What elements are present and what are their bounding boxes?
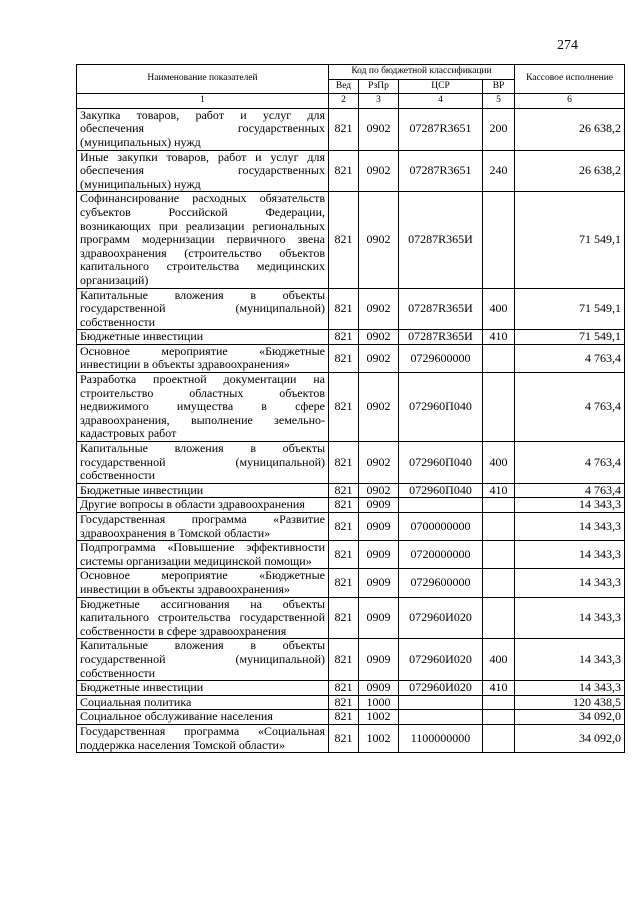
row-name-cell: Бюджетные инвестиции: [77, 330, 329, 345]
row-ved-cell: 821: [329, 639, 359, 681]
table-row: [77, 724, 625, 752]
row-ved-cell: 821: [329, 513, 359, 541]
row-name-cell: Социальное обслуживание населения: [77, 710, 329, 725]
row-ved-cell: 821: [329, 373, 359, 442]
header-ved: Вед: [329, 79, 359, 94]
row-name-cell: Бюджетные инвестиции: [77, 681, 329, 696]
row-amount-cell: 14 343,3: [515, 513, 625, 541]
row-rzpr-cell: 0902: [359, 483, 399, 498]
row-vr-cell: 410: [483, 681, 515, 696]
row-rzpr-cell: 1002: [359, 724, 399, 752]
row-vr-cell: [483, 498, 515, 513]
row-csr-cell: 072960П040: [399, 483, 483, 498]
table-row: [77, 288, 625, 330]
row-name-cell: Иные закупки товаров, работ и услуг для обеспечения государственных (муниципальных) нужд: [77, 150, 329, 192]
row-amount-cell: 34 092,0: [515, 710, 625, 725]
row-csr-cell: 072960П040: [399, 442, 483, 484]
row-name-cell: Основное мероприятие «Бюджетные инвестиции в объекты здравоохранения»: [77, 569, 329, 597]
row-vr-cell: [483, 695, 515, 710]
row-vr-cell: 410: [483, 330, 515, 345]
table-row: [77, 442, 625, 484]
row-vr-cell: [483, 344, 515, 372]
row-ved-cell: 821: [329, 724, 359, 752]
header-col-number: 3: [359, 94, 399, 109]
row-ved-cell: 821: [329, 569, 359, 597]
row-name-cell: Софинансирование расходных обязательств субъектов Российской Федерации, возникающих при реализации региональных программ модернизации первичного звена здравоохранения (строительство объектов капитального строительства медицинских организаций): [77, 192, 329, 288]
row-amount-cell: 14 343,3: [515, 639, 625, 681]
row-ved-cell: 821: [329, 681, 359, 696]
row-amount-cell: 4 763,4: [515, 344, 625, 372]
row-name-cell: Другие вопросы в области здравоохранения: [77, 498, 329, 513]
row-csr-cell: 0720000000: [399, 541, 483, 569]
row-ved-cell: 821: [329, 483, 359, 498]
row-name-cell: Капитальные вложения в объекты государственной (муниципальной) собственности: [77, 639, 329, 681]
row-vr-cell: 200: [483, 108, 515, 150]
row-vr-cell: [483, 373, 515, 442]
row-name-cell: Разработка проектной документации на строительство областных объектов недвижимого имущества в сфере здравоохранения, выполнение земельно-кадастровых работ: [77, 373, 329, 442]
row-amount-cell: 14 343,3: [515, 498, 625, 513]
row-vr-cell: 240: [483, 150, 515, 192]
row-csr-cell: 07287R365И: [399, 192, 483, 288]
row-name-cell: Государственная программа «Социальная поддержка населения Томской области»: [77, 724, 329, 752]
table-row: [77, 681, 625, 696]
row-amount-cell: 26 638,2: [515, 108, 625, 150]
table-row: [77, 108, 625, 150]
row-csr-cell: [399, 710, 483, 725]
table-row: [77, 330, 625, 345]
row-amount-cell: 14 343,3: [515, 541, 625, 569]
row-amount-cell: 71 549,1: [515, 192, 625, 288]
row-rzpr-cell: 1000: [359, 695, 399, 710]
row-amount-cell: 71 549,1: [515, 330, 625, 345]
row-csr-cell: 072960И020: [399, 681, 483, 696]
row-amount-cell: 34 092,0: [515, 724, 625, 752]
header-name: Наименование показателей: [77, 65, 329, 94]
table-row: [77, 695, 625, 710]
row-rzpr-cell: 0902: [359, 442, 399, 484]
table-row: [77, 597, 625, 639]
row-name-cell: Капитальные вложения в объекты государственной (муниципальной) собственности: [77, 442, 329, 484]
row-rzpr-cell: 0909: [359, 597, 399, 639]
header-csr: ЦСР: [399, 79, 483, 94]
row-csr-cell: 07287R365И: [399, 330, 483, 345]
row-csr-cell: 072960И020: [399, 639, 483, 681]
row-csr-cell: 07287R365И: [399, 288, 483, 330]
row-vr-cell: [483, 724, 515, 752]
row-ved-cell: 821: [329, 192, 359, 288]
row-amount-cell: 4 763,4: [515, 442, 625, 484]
row-vr-cell: [483, 710, 515, 725]
row-ved-cell: 821: [329, 695, 359, 710]
row-amount-cell: 26 638,2: [515, 150, 625, 192]
row-csr-cell: [399, 695, 483, 710]
row-vr-cell: [483, 192, 515, 288]
row-name-cell: Государственная программа «Развитие здравоохранения в Томской области»: [77, 513, 329, 541]
row-vr-cell: 400: [483, 639, 515, 681]
table-row: [77, 150, 625, 192]
row-csr-cell: 1100000000: [399, 724, 483, 752]
row-rzpr-cell: 0902: [359, 108, 399, 150]
row-rzpr-cell: 0902: [359, 150, 399, 192]
row-rzpr-cell: 0909: [359, 569, 399, 597]
row-name-cell: Бюджетные инвестиции: [77, 483, 329, 498]
row-name-cell: Капитальные вложения в объекты государственной (муниципальной) собственности: [77, 288, 329, 330]
row-rzpr-cell: 0909: [359, 541, 399, 569]
row-vr-cell: 400: [483, 442, 515, 484]
row-ved-cell: 821: [329, 498, 359, 513]
row-name-cell: Бюджетные ассигнования на объекты капитального строительства государственной собственности в сфере здравоохранения: [77, 597, 329, 639]
row-rzpr-cell: 0902: [359, 330, 399, 345]
row-vr-cell: 410: [483, 483, 515, 498]
row-rzpr-cell: 0909: [359, 681, 399, 696]
row-name-cell: Социальная политика: [77, 695, 329, 710]
row-csr-cell: 0729600000: [399, 569, 483, 597]
header-col-number: 1: [77, 94, 329, 109]
row-amount-cell: 14 343,3: [515, 681, 625, 696]
table-row: [77, 639, 625, 681]
header-vr: ВР: [483, 79, 515, 94]
header-col-number: 5: [483, 94, 515, 109]
table-row: [77, 373, 625, 442]
row-vr-cell: [483, 569, 515, 597]
row-csr-cell: 07287R3651: [399, 108, 483, 150]
page-number: 274: [557, 38, 578, 53]
row-ved-cell: 821: [329, 108, 359, 150]
row-vr-cell: [483, 597, 515, 639]
row-ved-cell: 821: [329, 344, 359, 372]
row-amount-cell: 120 438,5: [515, 695, 625, 710]
row-name-cell: Закупка товаров, работ и услуг для обеспечения государственных (муниципальных) нужд: [77, 108, 329, 150]
row-amount-cell: 14 343,3: [515, 569, 625, 597]
header-col-number: 4: [399, 94, 483, 109]
row-ved-cell: 821: [329, 597, 359, 639]
header-col-number: 6: [515, 94, 625, 109]
row-csr-cell: 072960П040: [399, 373, 483, 442]
row-csr-cell: [399, 498, 483, 513]
row-ved-cell: 821: [329, 710, 359, 725]
table-row: [77, 710, 625, 725]
row-vr-cell: [483, 541, 515, 569]
row-amount-cell: 4 763,4: [515, 483, 625, 498]
row-rzpr-cell: 0909: [359, 639, 399, 681]
budget-execution-table: [76, 64, 625, 753]
row-ved-cell: 821: [329, 442, 359, 484]
row-csr-cell: 072960И020: [399, 597, 483, 639]
table-row: [77, 192, 625, 288]
table-row: [77, 483, 625, 498]
table-row: [77, 513, 625, 541]
row-csr-cell: 0729600000: [399, 344, 483, 372]
row-amount-cell: 71 549,1: [515, 288, 625, 330]
row-vr-cell: [483, 513, 515, 541]
table-row: [77, 344, 625, 372]
row-ved-cell: 821: [329, 150, 359, 192]
row-rzpr-cell: 1002: [359, 710, 399, 725]
row-ved-cell: 821: [329, 541, 359, 569]
row-vr-cell: 400: [483, 288, 515, 330]
row-rzpr-cell: 0909: [359, 513, 399, 541]
row-rzpr-cell: 0902: [359, 344, 399, 372]
row-csr-cell: 0700000000: [399, 513, 483, 541]
row-rzpr-cell: 0909: [359, 498, 399, 513]
table-row: [77, 498, 625, 513]
row-ved-cell: 821: [329, 330, 359, 345]
header-rzpr: РзПр: [359, 79, 399, 94]
row-name-cell: Подпрограмма «Повышение эффективности системы организации медицинской помощи»: [77, 541, 329, 569]
row-rzpr-cell: 0902: [359, 192, 399, 288]
table-body: [77, 108, 625, 752]
row-amount-cell: 4 763,4: [515, 373, 625, 442]
row-rzpr-cell: 0902: [359, 288, 399, 330]
row-name-cell: Основное мероприятие «Бюджетные инвестиции в объекты здравоохранения»: [77, 344, 329, 372]
row-ved-cell: 821: [329, 288, 359, 330]
header-code-group: Код по бюджетной классификации: [329, 65, 515, 80]
row-rzpr-cell: 0902: [359, 373, 399, 442]
table-row: [77, 569, 625, 597]
row-csr-cell: 07287R3651: [399, 150, 483, 192]
header-col-number: 2: [329, 94, 359, 109]
table-row: [77, 541, 625, 569]
row-amount-cell: 14 343,3: [515, 597, 625, 639]
header-amount: Кассовое исполнение: [515, 65, 625, 94]
